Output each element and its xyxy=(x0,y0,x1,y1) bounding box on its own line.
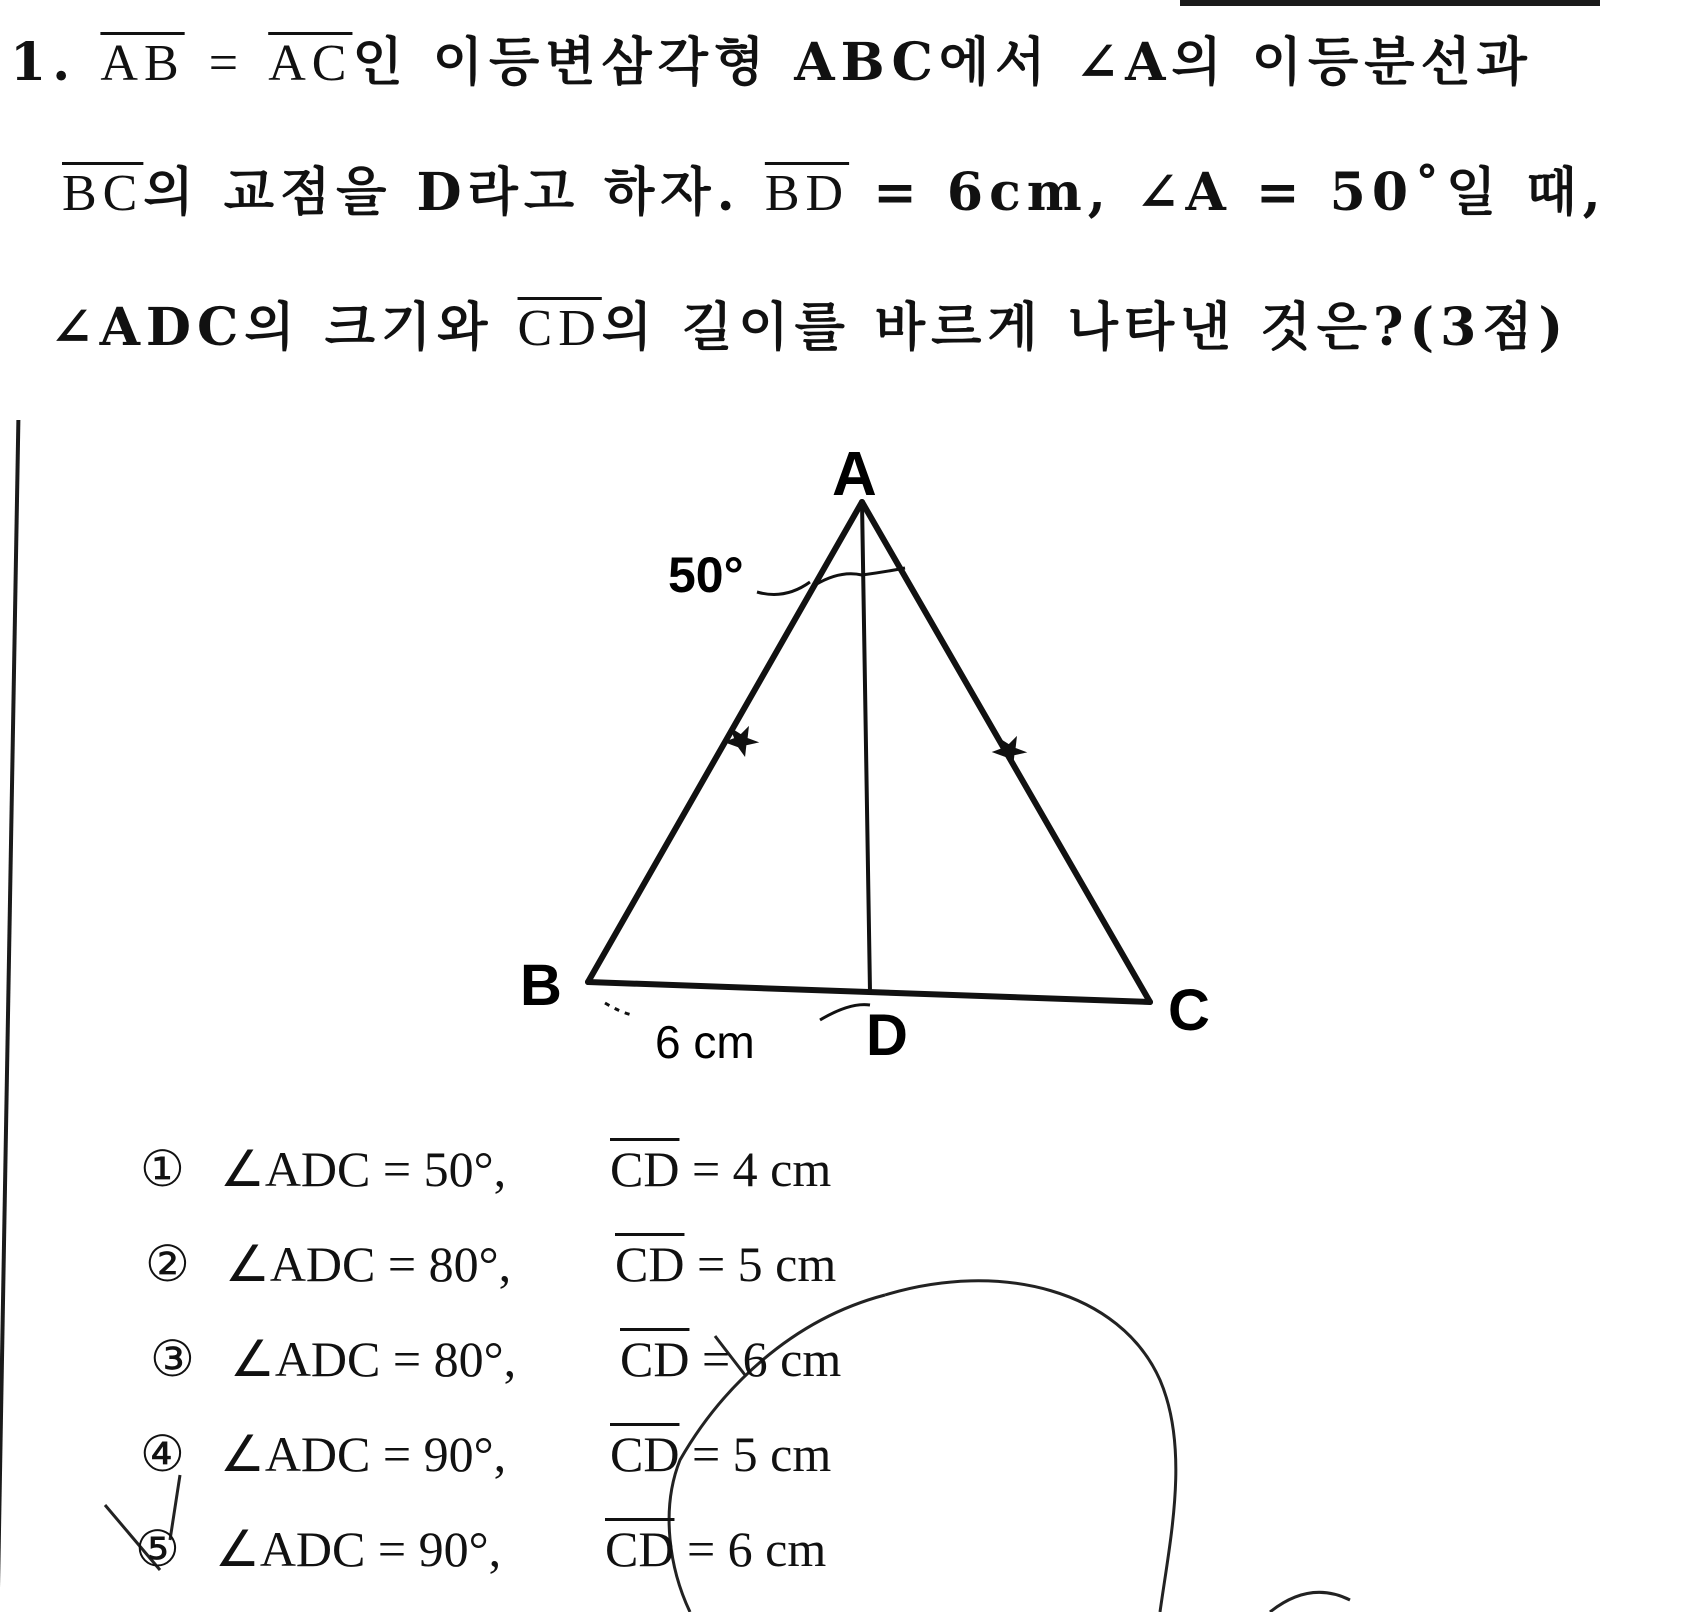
option-value: = 6 cm xyxy=(686,1521,827,1577)
handwritten-circle-mark xyxy=(885,1281,1176,1612)
option-number: ① xyxy=(140,1141,185,1197)
option-number: ② xyxy=(145,1236,190,1292)
segment-ac: $\overline{AC}$ xyxy=(268,35,353,92)
option-segment: $\overline{CD}$ xyxy=(615,1236,685,1292)
option-segment: $\overline{CD}$ xyxy=(610,1141,680,1197)
option-1[interactable] xyxy=(140,1140,831,1198)
angle-label-50: 50° xyxy=(668,547,744,603)
option-angle: ∠ADC = 80°, xyxy=(230,1331,517,1387)
right-angle-arc-d xyxy=(820,1005,870,1020)
question-text-2b: = 6cm, ∠A = 50˚일 때, xyxy=(873,162,1607,223)
length-label-bd: 6 cm xyxy=(655,1016,755,1068)
option-angle: ∠ADC = 90°, xyxy=(220,1426,507,1482)
length-arc-bd xyxy=(605,1003,632,1015)
angle-arc-a xyxy=(815,568,905,585)
vertex-label-a: A xyxy=(832,440,877,509)
option-angle: ∠ADC = 80°, xyxy=(225,1236,512,1292)
option-angle: ∠ADC = 50°, xyxy=(220,1141,507,1197)
option-number: ③ xyxy=(150,1331,195,1387)
option-segment: $\overline{CD}$ xyxy=(610,1426,680,1482)
equals-sign: = xyxy=(208,35,245,92)
question-text-1: 인 이등변삼각형 ABC에서 ∠A의 이등분선과 xyxy=(352,32,1533,93)
option-value: = 5 cm xyxy=(691,1426,832,1482)
handwritten-partial-mark xyxy=(1270,1592,1350,1612)
option-angle: ∠ADC = 90°, xyxy=(215,1521,502,1577)
option-5[interactable] xyxy=(135,1520,826,1578)
vertex-label-c: C xyxy=(1168,978,1210,1043)
option-value: = 6 cm xyxy=(701,1331,842,1387)
option-number: ⑤ xyxy=(135,1521,180,1577)
vertex-label-d: D xyxy=(866,1003,908,1068)
vertex-label-b: B xyxy=(520,953,562,1018)
question-text-3b: 의 길이를 바르게 나타낸 것은?(3점) xyxy=(601,297,1570,358)
option-number: ④ xyxy=(140,1426,185,1482)
question-number: 1. xyxy=(10,32,77,93)
option-segment: $\overline{CD}$ xyxy=(605,1521,675,1577)
segment-ab: $\overline{AB}$ xyxy=(100,35,185,92)
segment-cd: $\overline{CD}$ xyxy=(517,300,602,357)
segment-bd: $\overline{BD}$ xyxy=(764,165,850,222)
option-segment: $\overline{CD}$ xyxy=(620,1331,690,1387)
option-2[interactable] xyxy=(145,1235,836,1293)
option-value: = 5 cm xyxy=(696,1236,837,1292)
option-4[interactable] xyxy=(140,1425,831,1483)
segment-bc: $\overline{BC}$ xyxy=(62,165,144,222)
question-text-3a: ∠ADC의 크기와 xyxy=(50,297,494,358)
option-3[interactable] xyxy=(150,1330,841,1388)
question-text-2a: 의 교점을 D라고 하자. xyxy=(143,162,741,223)
option-value: = 4 cm xyxy=(691,1141,832,1197)
angle-pointer xyxy=(757,582,810,594)
